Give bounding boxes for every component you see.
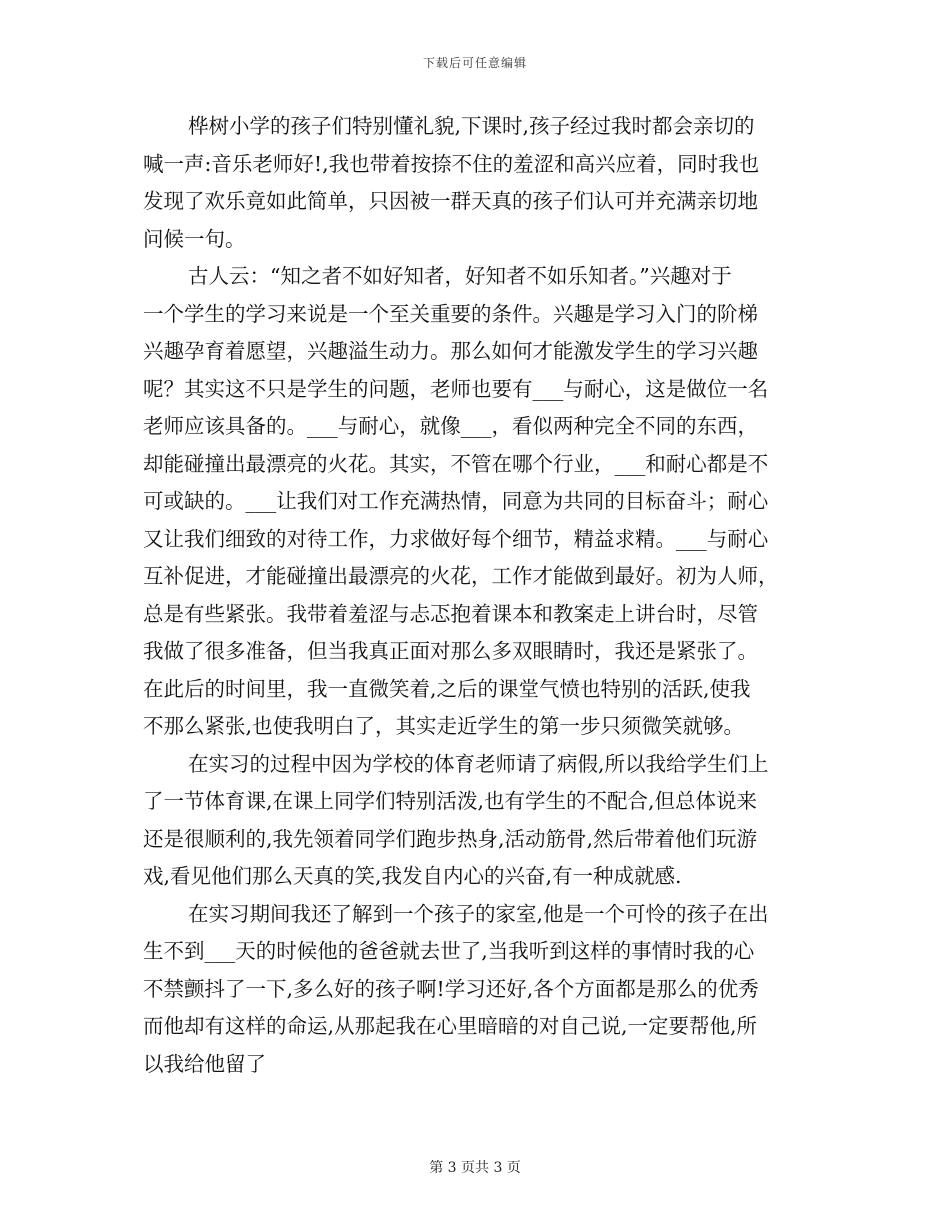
text-line: 而他却有这样的命运,从那起我在心里暗暗的对自己说,一定要帮他,所 <box>143 1014 758 1038</box>
text-line: 古人云：“知之者不如好知者，好知者不如乐知者。”兴趣对于 <box>188 264 732 288</box>
page-footer: 第 3 页共 3 页 <box>429 1160 521 1176</box>
text-line: 在此后的时间里，我一直微笑着,之后的课堂气愤也特别的活跃,使我 <box>143 676 751 701</box>
text-line: 发现了欢乐竟如此简单，只因被一群天真的孩子们认可并充满亲切地 <box>143 189 758 213</box>
text-line: 总是有些紧张。我带着羞涩与忐忑抱着课本和教案走上讲台时，尽管 <box>143 601 758 626</box>
text-line: 可或缺的。___让我们对工作充满热情，同意为共同的目标奋斗；耐心 <box>143 489 769 513</box>
text-line: 兴趣孕育着愿望，兴趣溢生动力。那么如何才能激发学生的学习兴趣 <box>143 339 758 363</box>
text-line: 在实习期间我还了解到一个孩子的家室,他是一个可怜的孩子在出 <box>188 901 769 926</box>
text-line: 一个学生的学习来说是一个至关重要的条件。兴趣是学习入门的阶梯 <box>143 301 758 326</box>
text-line: 以我给他留了 <box>143 1051 266 1076</box>
text-line: 老师应该具备的。___与耐心，就像___，看似两种完全不同的东西， <box>143 414 758 438</box>
paragraph <box>143 108 807 258</box>
text-line: 我做了很多准备，但当我真正面对那么多双眼睛时，我还是紧张了。 <box>143 639 758 663</box>
text-line: 互补促进，才能碰撞出最漂亮的火花，工作才能做到最好。初为人师， <box>143 564 779 588</box>
text-line: 了一节体育课,在课上同学们特别活泼,也有学生的不配合,但总体说来 <box>143 789 758 813</box>
text-line: 在实习的过程中因为学校的体育老师请了病假,所以我给学生们上 <box>188 751 769 776</box>
paragraph <box>143 258 807 746</box>
text-line: 喊一声:音乐老师好!,我也带着按捺不住的羞涩和高兴应着，同时我也 <box>143 151 760 176</box>
text-line: 却能碰撞出最漂亮的火花。其实，不管在哪个行业，___和耐心都是不 <box>143 451 769 476</box>
text-line: 呢？其实这不只是学生的问题，老师也要有___与耐心，这是做位一名 <box>143 376 769 401</box>
text-line: 还是很顺利的,我先领着同学们跑步热身,活动筋骨,然后带着他们玩游 <box>143 826 758 851</box>
text-line: 桦树小学的孩子们特别懂礼貌,下课时,孩子经过我时都会亲切的 <box>188 114 755 138</box>
text-line: 又让我们细致的对待工作，力求做好每个细节，精益求精。___与耐心 <box>143 526 769 551</box>
text-line: 生不到___天的时候他的爸爸就去世了,当我听到这样的事情时我的心 <box>143 939 755 963</box>
document-body <box>143 108 807 1083</box>
paragraph <box>143 896 807 1084</box>
text-line: 问候一句。 <box>143 226 246 251</box>
text-line: 戏,看见他们那么天真的笑,我发自内心的兴奋,有一种成就感. <box>143 864 682 888</box>
page-header: 下载后可任意编辑 <box>422 56 527 70</box>
paragraph <box>143 746 807 896</box>
text-line: 不禁颤抖了一下,多么好的孩子啊!学习还好,各个方面都是那么的优秀 <box>143 976 759 1001</box>
text-line: 不那么紧张,也使我明白了，其实走近学生的第一步只须微笑就够。 <box>143 714 745 738</box>
